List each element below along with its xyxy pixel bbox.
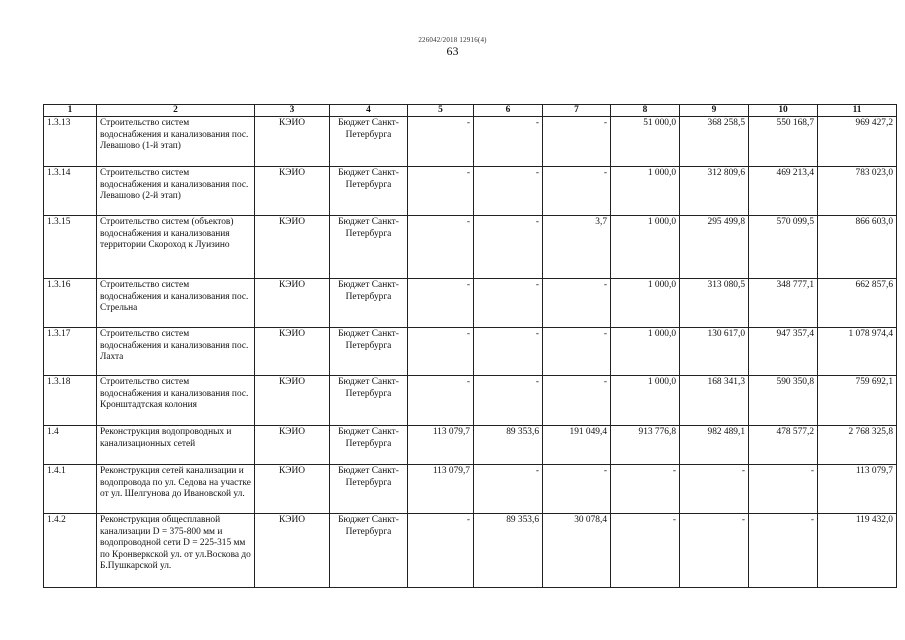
row-value-5: - bbox=[408, 117, 474, 167]
row-value-9: 130 617,0 bbox=[680, 328, 749, 376]
table-row bbox=[44, 376, 897, 426]
row-value-11: 783 023,0 bbox=[818, 167, 897, 216]
document-stamp: 226042/2018 12916(4) bbox=[418, 36, 487, 44]
row-value-10: 348 777,1 bbox=[749, 279, 818, 328]
row-value-9: 982 489,1 bbox=[680, 426, 749, 465]
row-value-7: - bbox=[543, 279, 611, 328]
row-value-8: 1 000,0 bbox=[611, 216, 680, 279]
row-value-11: 969 427,2 bbox=[818, 117, 897, 167]
column-header: 2 bbox=[97, 105, 255, 117]
row-value-6: - bbox=[474, 167, 543, 216]
row-value-8: 913 776,8 bbox=[611, 426, 680, 465]
row-value-11: 1 078 974,4 bbox=[818, 328, 897, 376]
column-header: 9 bbox=[680, 105, 749, 117]
row-value-10: 478 577,2 bbox=[749, 426, 818, 465]
column-header: 5 bbox=[408, 105, 474, 117]
row-value-5: - bbox=[408, 279, 474, 328]
row-value-6: - bbox=[474, 328, 543, 376]
row-value-9: 312 809,6 bbox=[680, 167, 749, 216]
row-value-8: 1 000,0 bbox=[611, 376, 680, 426]
row-executor: КЭИО bbox=[255, 279, 330, 328]
row-value-10: 590 350,8 bbox=[749, 376, 818, 426]
row-value-6: - bbox=[474, 279, 543, 328]
row-executor: КЭИО bbox=[255, 426, 330, 465]
column-header: 11 bbox=[818, 105, 897, 117]
row-value-9: 313 080,5 bbox=[680, 279, 749, 328]
row-code: 1.3.18 bbox=[44, 376, 97, 426]
row-value-10: 570 099,5 bbox=[749, 216, 818, 279]
row-name: Строительство систем водоснабжения и канализования пос. Кронштадтская колония bbox=[97, 376, 255, 426]
row-value-10: 947 357,4 bbox=[749, 328, 818, 376]
row-value-5: 113 079,7 bbox=[408, 465, 474, 514]
row-value-8: 1 000,0 bbox=[611, 279, 680, 328]
row-value-11: 662 857,6 bbox=[818, 279, 897, 328]
row-executor: КЭИО bbox=[255, 465, 330, 514]
row-name: Реконструкция общесплавной канализации D = 375-800 мм и водопроводной сети D = 225-315 мм по Кронверкской ул. от ул.Воскова до Б.Пушкарской ул. bbox=[97, 514, 255, 588]
row-name: Строительство систем водоснабжения и канализования пос. Лахта bbox=[97, 328, 255, 376]
row-source: Бюджет Санкт-Петербурга bbox=[330, 426, 408, 465]
column-header: 7 bbox=[543, 105, 611, 117]
row-value-7: 3,7 bbox=[543, 216, 611, 279]
row-value-7: - bbox=[543, 465, 611, 514]
table-row bbox=[44, 426, 897, 465]
row-executor: КЭИО bbox=[255, 514, 330, 588]
row-value-6: 89 353,6 bbox=[474, 426, 543, 465]
table-row bbox=[44, 465, 897, 514]
row-name: Строительство систем водоснабжения и канализования пос. Левашово (2-й этап) bbox=[97, 167, 255, 216]
row-value-5: 113 079,7 bbox=[408, 426, 474, 465]
row-value-8: 1 000,0 bbox=[611, 167, 680, 216]
table-row bbox=[44, 117, 897, 167]
row-value-8: 51 000,0 bbox=[611, 117, 680, 167]
row-value-10: - bbox=[749, 465, 818, 514]
row-value-5: - bbox=[408, 328, 474, 376]
row-executor: КЭИО bbox=[255, 167, 330, 216]
row-value-11: 759 692,1 bbox=[818, 376, 897, 426]
row-value-8: - bbox=[611, 514, 680, 588]
row-executor: КЭИО bbox=[255, 376, 330, 426]
row-code: 1.4 bbox=[44, 426, 97, 465]
row-value-7: - bbox=[543, 117, 611, 167]
row-name: Реконструкция сетей канализации и водопровода по ул. Седова на участке от ул. Шелгунова до Ивановской ул. bbox=[97, 465, 255, 514]
row-name: Строительство систем водоснабжения и канализования пос. Стрельна bbox=[97, 279, 255, 328]
row-value-9: 168 341,3 bbox=[680, 376, 749, 426]
row-source: Бюджет Санкт-Петербурга bbox=[330, 328, 408, 376]
row-code: 1.4.2 bbox=[44, 514, 97, 588]
program-table bbox=[43, 104, 897, 588]
row-value-8: - bbox=[611, 465, 680, 514]
table-row bbox=[44, 216, 897, 279]
column-header: 8 bbox=[611, 105, 680, 117]
row-source: Бюджет Санкт-Петербурга bbox=[330, 279, 408, 328]
row-value-6: - bbox=[474, 465, 543, 514]
row-value-10: - bbox=[749, 514, 818, 588]
row-name: Строительство систем (объектов) водоснабжения и канализования территории Скороход к Луизино bbox=[97, 216, 255, 279]
row-executor: КЭИО bbox=[255, 117, 330, 167]
row-source: Бюджет Санкт-Петербурга bbox=[330, 216, 408, 279]
row-source: Бюджет Санкт-Петербурга bbox=[330, 117, 408, 167]
row-value-6: - bbox=[474, 117, 543, 167]
table-row bbox=[44, 167, 897, 216]
row-source: Бюджет Санкт-Петербурга bbox=[330, 376, 408, 426]
row-value-9: 368 258,5 bbox=[680, 117, 749, 167]
row-value-11: 866 603,0 bbox=[818, 216, 897, 279]
row-value-5: - bbox=[408, 167, 474, 216]
column-header: 4 bbox=[330, 105, 408, 117]
row-code: 1.4.1 bbox=[44, 465, 97, 514]
row-value-5: - bbox=[408, 216, 474, 279]
row-name: Реконструкция водопроводных и канализационных сетей bbox=[97, 426, 255, 465]
row-code: 1.3.14 bbox=[44, 167, 97, 216]
row-code: 1.3.15 bbox=[44, 216, 97, 279]
row-code: 1.3.13 bbox=[44, 117, 97, 167]
row-value-7: - bbox=[543, 376, 611, 426]
row-code: 1.3.17 bbox=[44, 328, 97, 376]
column-header: 3 bbox=[255, 105, 330, 117]
row-value-9: 295 499,8 bbox=[680, 216, 749, 279]
table-row bbox=[44, 514, 897, 588]
row-value-8: 1 000,0 bbox=[611, 328, 680, 376]
column-header: 1 bbox=[44, 105, 97, 117]
row-value-9: - bbox=[680, 465, 749, 514]
row-value-7: - bbox=[543, 167, 611, 216]
table-row bbox=[44, 279, 897, 328]
row-source: Бюджет Санкт-Петербурга bbox=[330, 514, 408, 588]
page-number: 63 bbox=[446, 44, 459, 58]
row-source: Бюджет Санкт-Петербурга bbox=[330, 465, 408, 514]
row-value-7: 191 049,4 bbox=[543, 426, 611, 465]
row-value-11: 2 768 325,8 bbox=[818, 426, 897, 465]
column-header: 6 bbox=[474, 105, 543, 117]
row-value-7: 30 078,4 bbox=[543, 514, 611, 588]
row-executor: КЭИО bbox=[255, 216, 330, 279]
row-value-10: 550 168,7 bbox=[749, 117, 818, 167]
row-value-6: - bbox=[474, 216, 543, 279]
table-row bbox=[44, 328, 897, 376]
row-name: Строительство систем водоснабжения и канализования пос. Левашово (1-й этап) bbox=[97, 117, 255, 167]
row-value-6: 89 353,6 bbox=[474, 514, 543, 588]
row-value-6: - bbox=[474, 376, 543, 426]
row-source: Бюджет Санкт-Петербурга bbox=[330, 167, 408, 216]
row-code: 1.3.16 bbox=[44, 279, 97, 328]
row-executor: КЭИО bbox=[255, 328, 330, 376]
row-value-10: 469 213,4 bbox=[749, 167, 818, 216]
row-value-9: - bbox=[680, 514, 749, 588]
table-header-row bbox=[44, 105, 897, 117]
row-value-11: 119 432,0 bbox=[818, 514, 897, 588]
row-value-5: - bbox=[408, 376, 474, 426]
column-header: 10 bbox=[749, 105, 818, 117]
row-value-5: - bbox=[408, 514, 474, 588]
row-value-11: 113 079,7 bbox=[818, 465, 897, 514]
row-value-7: - bbox=[543, 328, 611, 376]
